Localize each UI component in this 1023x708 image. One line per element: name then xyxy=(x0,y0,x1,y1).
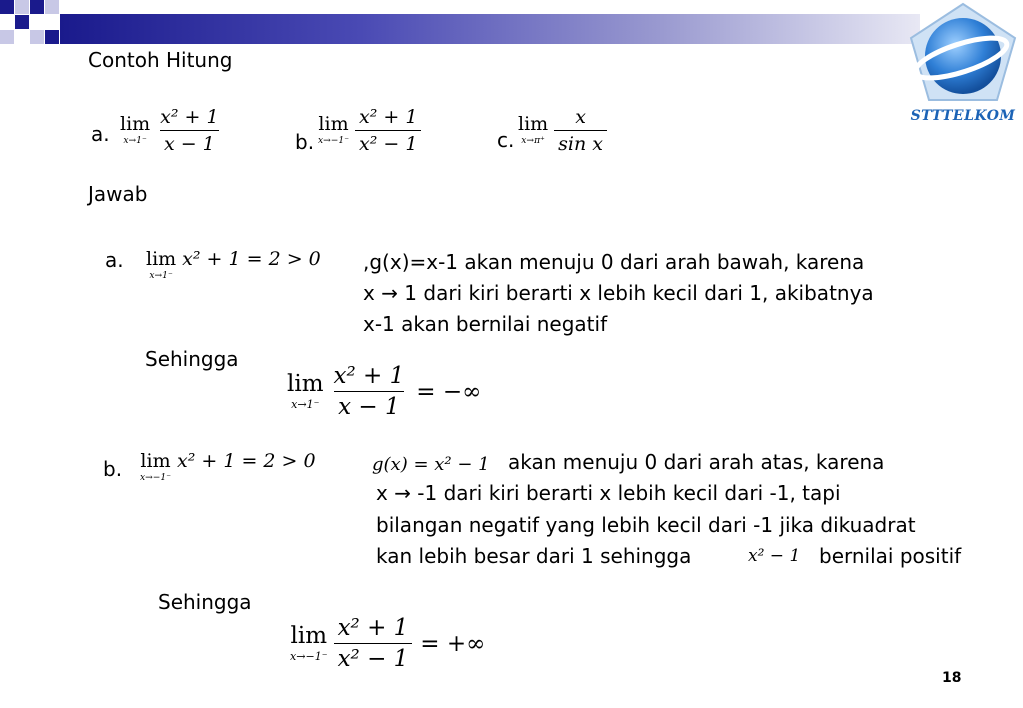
answer-a-explanation-2: x → 1 dari kiri berarti x lebih kecil dari 1, akibatnya xyxy=(363,281,874,305)
decor-square xyxy=(0,0,14,14)
sttelkom-logo xyxy=(903,0,1023,130)
decor-square xyxy=(0,30,14,44)
answer-b-g-expr: g(x) = x² − 1 xyxy=(372,454,490,475)
answer-heading: Jawab xyxy=(88,182,148,206)
example-a-formula xyxy=(120,108,223,154)
decor-square xyxy=(30,30,44,44)
decor-square xyxy=(45,0,59,14)
fraction: $\frac{\text{x² + 1}}{x - 1}$ xyxy=(160,106,219,155)
answer-a-explanation-1: ,g(x)=x-1 akan menuju 0 dari arah bawah, karena xyxy=(363,250,865,274)
lim-operator: lim x→−1⁻ xyxy=(140,450,172,483)
fraction: $\frac{\text{x² + 1}}{x - 1}$ xyxy=(333,363,405,420)
example-b-formula xyxy=(318,108,421,154)
answer-b-result: lim x→−1⁻ $\frac{\text{x² + 1}}{\text{x² − 1}}$ = +∞ xyxy=(290,615,486,672)
decor-square xyxy=(15,15,29,29)
answer-b-explanation-3: bilangan negatif yang lebih kecil dari -1 jika dikuadrat xyxy=(376,513,916,537)
title-gradient-bar xyxy=(60,14,920,44)
lim-operator: lim x→π⁺ xyxy=(518,113,549,147)
answer-b-sehingga: Sehingga xyxy=(158,590,252,614)
example-b-label: b. xyxy=(295,130,315,154)
answer-a-explanation-3: x-1 akan bernilai negatif xyxy=(363,312,608,336)
fraction: $\frac{\text{x² + 1}}{\text{x² − 1}}$ xyxy=(355,108,421,154)
lim-operator: lim x→1⁻ xyxy=(287,371,324,412)
globe-logo-icon xyxy=(903,0,1023,108)
answer-b-limit: lim x→−1⁻ x² + 1 = 2 > 0 xyxy=(140,450,316,483)
fraction: $\frac{\text{x² + 1}}{\text{x² − 1}}$ xyxy=(334,617,413,671)
lim-operator: lim x→−1⁻ xyxy=(318,113,350,147)
decor-square xyxy=(15,0,29,14)
logo-text: STTTELKOM xyxy=(910,108,1016,124)
decor-square xyxy=(30,0,44,14)
lim-operator: lim x→−1⁻ xyxy=(290,623,328,664)
lim-operator: lim x→1⁻ xyxy=(120,113,151,147)
lim-operator: lim x→1⁻ xyxy=(146,248,177,281)
answer-a-limit: lim x→1⁻ x² + 1 = 2 > 0 xyxy=(146,248,321,281)
page-title: Contoh Hitung xyxy=(88,48,233,72)
answer-b-explanation-1: akan menuju 0 dari arah atas, karena xyxy=(508,450,885,474)
decor-square xyxy=(45,30,59,44)
answer-b-explanation-2: x → -1 dari kiri berarti x lebih kecil dari -1, tapi xyxy=(376,481,841,505)
example-c-formula xyxy=(518,108,607,154)
answer-b-explanation-4: kan lebih besar dari 1 sehingga xyxy=(376,544,692,568)
answer-b-inline-math: x² − 1 xyxy=(748,546,801,566)
answer-a-label: a. xyxy=(105,248,124,272)
answer-a-result: lim x→1⁻ $\frac{\text{x² + 1}}{x - 1}$ = −∞ xyxy=(287,363,482,420)
example-c-label: c. xyxy=(497,128,515,152)
page-number: 18 xyxy=(942,670,962,686)
answer-b-explanation-5: bernilai positif xyxy=(819,544,962,568)
example-a-label: a. xyxy=(91,122,110,146)
answer-a-sehingga: Sehingga xyxy=(145,347,239,371)
answer-b-label: b. xyxy=(103,457,123,481)
fraction: $\frac{x}{\text{sin x}}$ xyxy=(554,108,607,154)
